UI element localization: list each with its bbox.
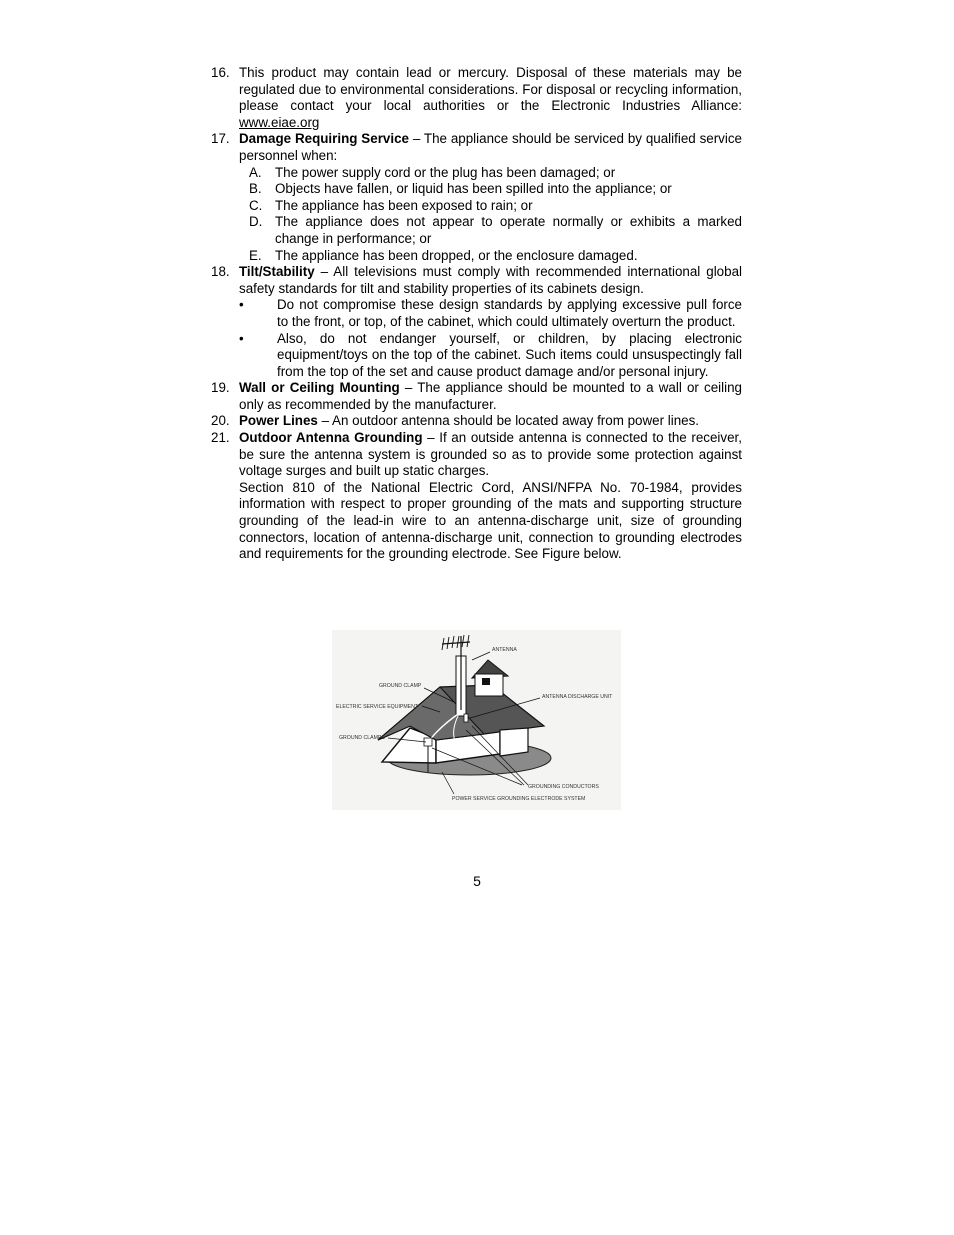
item-text: – All televisions must comply with recommended international global safety standards for tilt and stability properties of its cabinets design. (239, 264, 742, 296)
item-paragraph: Section 810 of the National Electric Cord, ANSI/NFPA No. 70-1984, provides information with respect to proper grounding of the mats and supporting structure grounding of the lead-in wire to an antenna-discharge unit, size of grounding connectors, location of antenna-discharge unit, connection to grounding electrodes and requirements for the grounding electrode. See Figure below. (239, 479, 742, 562)
sub-text: The appliance does not appear to operate normally or exhibits a marked change in performance; or (275, 214, 742, 246)
item-number: 19. (211, 380, 230, 396)
item-text: This product may contain lead or mercury. Disposal of these materials may be regulated due to environmental considerations. For disposal or recycling information, please contact your local authorities or the Electronic Industries Alliance: (239, 65, 742, 114)
bullet-mark: • (239, 330, 244, 346)
item-title: Power Lines (239, 413, 318, 429)
sub-letter: E. (249, 247, 262, 263)
house-wing (500, 728, 528, 756)
sub-text: The appliance has been dropped, or the enclosure damaged. (275, 247, 638, 263)
antenna-boom (442, 642, 470, 644)
sub-letter: A. (249, 164, 262, 180)
sub-item-c (211, 198, 742, 215)
sub-letter: D. (249, 214, 263, 230)
dormer-window (482, 678, 490, 685)
eiae-link[interactable]: www.eiae.org (239, 114, 320, 130)
bullet-text: Do not compromise these design standards by applying excessive pull force to the front, or top, of the cabinet, which could ultimately overturn the product. (277, 297, 742, 329)
label-ground-clamps: GROUND CLAMPS (339, 735, 385, 741)
antenna-grounding-figure (332, 630, 621, 810)
sub-item-d (211, 214, 742, 247)
item-number: 18. (211, 264, 230, 280)
item-title: Outdoor Antenna Grounding (239, 430, 423, 446)
item-title: Damage Requiring Service (239, 131, 409, 147)
item-title: Tilt/Stability (239, 264, 315, 280)
item-text: – An outdoor antenna should be located away from power lines. (317, 413, 700, 429)
list-item-20 (211, 413, 742, 430)
label-antenna-discharge-unit: ANTENNA DISCHARGE UNIT (542, 694, 613, 700)
bullet-item (211, 331, 742, 381)
page-number: 5 (473, 873, 481, 889)
sub-text: The appliance has been exposed to rain; or (275, 197, 533, 213)
list-item-21 (211, 430, 742, 563)
bullet-text: Also, do not endanger yourself, or children, by placing electronic equipment/toys on the top of the cabinet. Such items could unsuspectingly fall from the top of the set and cause product damage and/or personal injury. (277, 330, 742, 379)
sub-text: Objects have fallen, or liquid has been spilled into the appliance; or (275, 181, 672, 197)
sub-item-e (211, 248, 742, 265)
item-number: 21. (211, 430, 230, 446)
item-text: – The appliance should be serviced by qualified service personnel when: (239, 131, 742, 163)
label-ground-clamp: GROUND CLAMP (379, 683, 422, 689)
label-antenna: ANTENNA (492, 647, 517, 653)
bullet-mark: • (239, 297, 244, 313)
label-electric-service-equipment: ELECTRIC SERVICE EQUIPMENT (336, 704, 419, 710)
item-number: 20. (211, 413, 230, 429)
item-text: – The appliance should be mounted to a wall or ceiling only as recommended by the manufacturer. (239, 380, 742, 412)
bullet-item (211, 297, 742, 330)
list-item-16 (211, 65, 742, 131)
label-grounding-conductors: GROUNDING CONDUCTORS (528, 784, 599, 790)
item-number: 16. (211, 65, 230, 80)
item-number: 17. (211, 131, 230, 147)
label-power-service-grounding: POWER SERVICE GROUNDING ELECTRODE SYSTEM (452, 796, 586, 802)
sub-text: The power supply cord or the plug has been damaged; or (275, 164, 616, 180)
sub-letter: B. (249, 181, 262, 197)
discharge-unit (464, 714, 468, 722)
safety-instructions-list (211, 65, 742, 563)
item-title: Wall or Ceiling Mounting (239, 380, 400, 396)
sub-item-b (211, 181, 742, 198)
house-grounding-diagram (332, 630, 621, 810)
list-item-19 (211, 380, 742, 413)
sub-item-a (211, 165, 742, 182)
list-item-18 (211, 264, 742, 297)
sub-letter: C. (249, 197, 263, 213)
list-item-17 (211, 131, 742, 164)
item-text: – If an outside antenna is connected to the receiver, be sure the antenna system is grounded so as to provide some protection against voltage surges and built up static charges. (239, 430, 742, 479)
